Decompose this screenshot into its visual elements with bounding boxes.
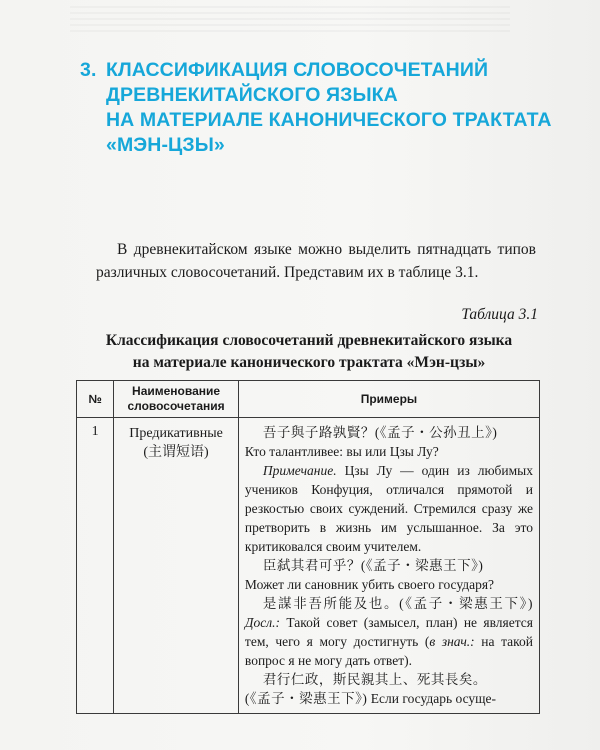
header-name-line-1: Наименование [132,384,221,398]
note-label: Примечание. [262,463,337,478]
example-4-chinese: 君行仁政，斯民親其上、死其長矣。 [262,672,487,687]
heading-line-2: ДРЕВНЕКИТАЙСКОГО ЯЗЫКА [106,84,398,106]
example-1-translation: Кто талантливее: вы или Цзы Лу? [244,444,439,459]
note-text: Цзы Лу — один из любимых учеников Конфуция, отличался прямотой и резкостью своих суждений. Стремился сразу же претворить в жизнь им услышанное. За это критиковался своим учителем. [244,463,534,554]
header-name [114,381,239,418]
row-name [114,418,239,714]
example-1-chinese: 吾子與子路孰賢？(《孟子・公孙丑上》) [262,425,498,440]
section-number: 3. [80,59,97,81]
header-examples: Примеры [238,381,539,418]
intro-line-1: В древнекитайском языке можно выделить пятнадцать типов [117,241,536,258]
table-row [77,418,540,714]
example-2-chinese: 臣弑其君可乎？(《孟子・梁惠王下》) [262,558,484,573]
example-4-translation: Если государь осуще- [370,691,497,706]
example-3-chinese: 是謀非吾所能及也。(《孟子・梁惠王下》) [262,596,533,611]
header-num: № [77,381,114,418]
row-examples [238,418,539,714]
example-2-translation: Может ли сановник убить своего государя? [244,577,495,592]
row-num: 1 [77,418,114,714]
heading-line-3: НА МАТЕРИАЛЕ КАНОНИЧЕСКОГО ТРАКТАТА [106,109,552,131]
section-heading [80,58,560,158]
intro-line-2: различных словосочетаний. Представим их в таблице 3.1. [96,264,479,281]
table-label: Таблица 3.1 [461,306,538,323]
table-title-line-2: на материале канонического трактата «Мэн-цзы» [132,354,486,371]
sense-label: в знач.: [429,634,475,649]
heading-line-4: «МЭН-ЦЗЫ» [106,134,225,156]
table-title-line-1: Классификация словосочетаний древнекитайского языка [105,332,513,349]
literal-label: Досл.: [244,615,281,630]
header-name-line-2: словосочетания [127,399,225,413]
table-title [80,330,538,374]
table-header-row [77,381,540,418]
note [245,461,533,556]
example-4-source: (《孟子・梁惠王下》) [244,691,368,706]
bleed-through-text [70,6,510,32]
heading-line-1: КЛАССИФИКАЦИЯ СЛОВОСОЧЕТАНИЙ [106,59,489,81]
sense-text: на такой вопрос я не могу дать ответ). [244,634,534,668]
row-name-line-2: (主谓短语) [143,445,209,460]
example-3 [245,594,533,670]
example-4 [245,689,533,708]
literal-text: Такой совет (замысел, план) не является тем, чего я могу достигнуть ( [244,615,534,649]
intro-paragraph [96,238,536,284]
row-name-line-1: Предикативные [129,426,223,441]
classification-table [76,380,540,714]
